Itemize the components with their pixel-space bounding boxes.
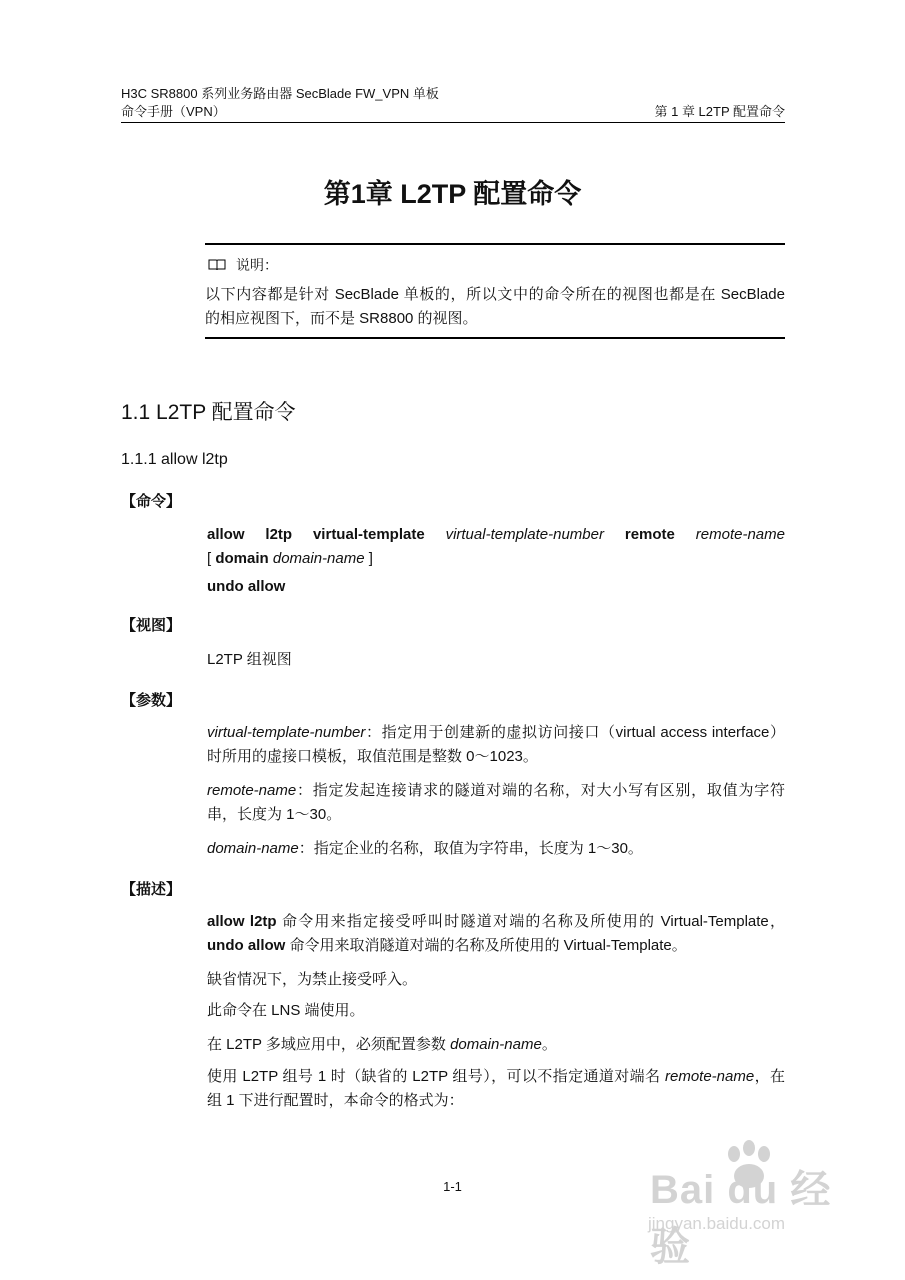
param-item (207, 837, 785, 861)
cmd-keyword: domain (215, 550, 269, 567)
chapter-title: 第1章 L2TP 配置命令 (323, 179, 582, 209)
section-heading: 1.1 L2TP 配置命令 (121, 401, 296, 424)
header-divider (121, 122, 785, 123)
param-name: domain-name (207, 840, 299, 857)
desc-text: ，在组 1 下进行配置时，本命令的格式为： (207, 1068, 785, 1109)
cmd-keyword: remote (624, 526, 675, 543)
baidu-watermark (640, 1140, 855, 1269)
command-syntax (207, 523, 785, 571)
cmd-keyword: allow (207, 526, 245, 543)
param-desc: ：指定用于创建新的虚拟访问接口（virtual access interface）时所用的虚接口模板，取值范围是整数 0～1023。 (207, 724, 785, 765)
desc-para-3: 此命令在 LNS 端使用。 (207, 1002, 365, 1019)
desc-text: 使用 L2TP 组号 1 时（缺省的 L2TP 组号），可以不指定通道对端名 (207, 1068, 665, 1085)
bracket-close: ] (368, 550, 373, 567)
cmd-argument: virtual-template-number (445, 526, 604, 543)
view-text: L2TP 组视图 (207, 651, 292, 668)
header-title: H3C SR8800 系列业务路由器 SecBlade FW_VPN 单板 (121, 86, 439, 101)
cmd-argument: domain-name (272, 550, 365, 567)
cmd-argument: remote-name (695, 526, 785, 543)
subsection-heading: 1.1.1 allow l2tp (121, 451, 228, 468)
page-header (121, 85, 785, 121)
desc-text: 在 L2TP 多域应用中，必须配置参数 (207, 1036, 451, 1053)
note-text: 以下内容都是针对 SecBlade 单板的，所以文中的命令所在的视图也都是在 SecBlade 的相应视图下，而不是 SR8800 的视图。 (205, 286, 785, 327)
param-item (207, 779, 785, 827)
command-line-1 (207, 523, 785, 547)
note-label: 说明： (236, 257, 278, 273)
param-name: remote-name (207, 782, 297, 799)
param-name: virtual-template-number (207, 724, 366, 741)
label-view: 【视图】 (121, 617, 182, 634)
note-header (208, 255, 278, 275)
param-desc: ：指定企业的名称，取值为字符串，长度为 1～30。 (298, 840, 643, 857)
param-item (207, 721, 785, 769)
cmd-keyword: undo allow (207, 937, 286, 954)
command-line-2 (207, 547, 785, 571)
cmd-argument: domain-name (450, 1036, 542, 1053)
desc-para-2: 缺省情况下，为禁止接受呼入。 (207, 971, 418, 988)
header-chapter: 第 1 章 L2TP 配置命令 (654, 104, 785, 119)
desc-text: 命令用来取消隧道对端的名称及所使用的 Virtual-Template。 (285, 937, 687, 954)
desc-text: 命令用来指定接受呼叫时隧道对端的名称及所使用的 Virtual-Template， (276, 913, 785, 930)
note-box (205, 243, 785, 339)
header-manual: 命令手册（VPN） (121, 104, 226, 119)
cmd-argument: remote-name (665, 1068, 755, 1085)
desc-para-4 (207, 1033, 785, 1057)
desc-text: 。 (541, 1036, 557, 1053)
desc-para-5 (207, 1065, 785, 1113)
label-desc: 【描述】 (121, 881, 182, 898)
label-params: 【参数】 (121, 692, 182, 709)
label-command: 【命令】 (121, 493, 182, 510)
watermark-url: jingyan.baidu.com (648, 1214, 786, 1233)
cmd-keyword: virtual-template (312, 526, 425, 543)
book-icon (208, 259, 226, 271)
watermark-logo: Bai du 经验 (650, 1168, 832, 1269)
page-number: 1-1 (443, 1179, 462, 1194)
undo-command: undo allow (207, 578, 286, 595)
bracket-open: [ (207, 550, 212, 567)
cmd-keyword: allow l2tp (207, 913, 277, 930)
cmd-keyword: l2tp (265, 526, 293, 543)
param-desc: ：指定发起连接请求的隧道对端的名称，对大小写有区别，取值为字符串，长度为 1～30。 (207, 782, 785, 823)
desc-para-1 (207, 910, 785, 958)
